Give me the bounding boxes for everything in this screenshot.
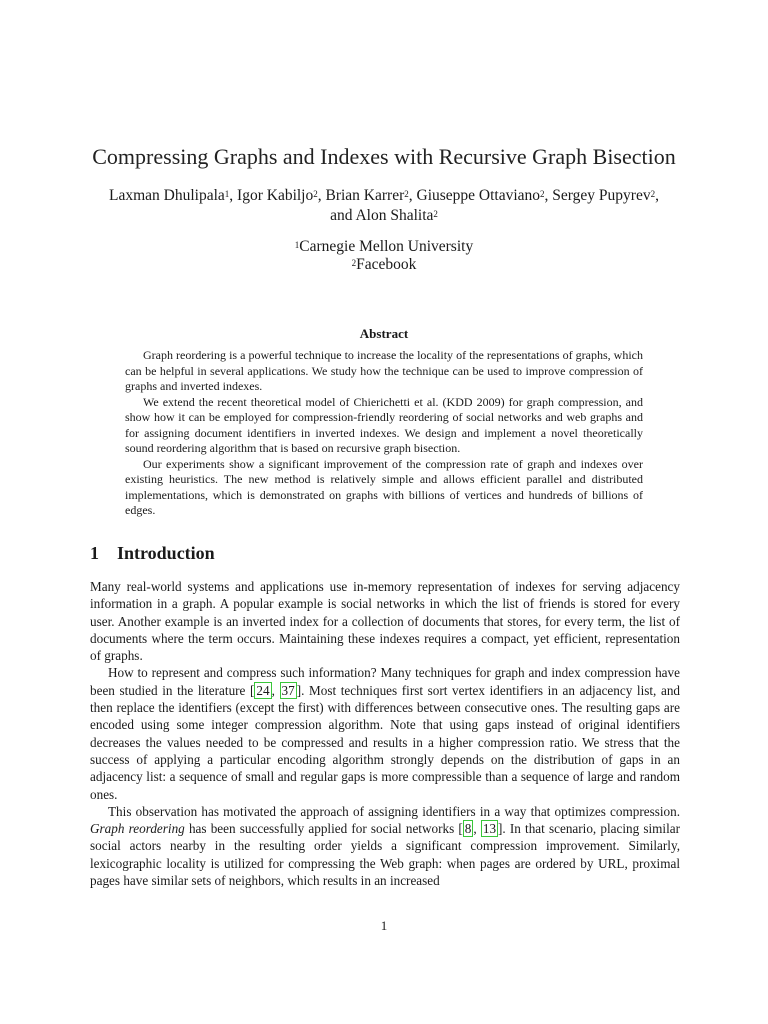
citation-link[interactable]: 37 (281, 682, 295, 698)
body-paragraph: This observation has motivated the approach of assigning identifiers in a way that optimizes compression. Graph reordering has been successfully applied for social networks [ 8 , 13 ]. In that scenario, placing similar social actors nearby in the resulting order yields a significant compression improvement. Similarly, lexicographic locality is utilized for compressing the Web graph: when pages are ordered by URL, proximal pages have similar sets of neighbors, which results in an increased (90, 803, 681, 889)
section-body (90, 578, 680, 889)
affiliations (0, 238, 768, 274)
section-heading (90, 543, 215, 564)
author: Brian Karrer$^2$, (325, 187, 417, 204)
author: Giuseppe Ottaviano$^2$, (416, 187, 553, 204)
emphasis-text: Graph reordering (90, 821, 185, 837)
author: Igor Kabiljo$^2$, (237, 187, 326, 204)
body-paragraph: Many real-world systems and applications use in-memory representation of indexes for serving adjacency information in a graph. A popular example is social networks in which the list of friends is stored for every user. Another example is an inverted index for a collection of documents that stores, for every term, the list of documents where the term occurs. Maintaining these indexes requires a compact, yet efficient, representation of graphs. (90, 579, 680, 664)
abstract-paragraph: We extend the recent theoretical model of Chierichetti et al. (KDD 2009) for graph compression, and show how it can be employed for compression-friendly reordering of social networks and web graphs and for assigning document identifiers in inverted indexes. We design and implement a novel theoretically sound reordering algorithm that is based on recursive graph bisection. (125, 394, 643, 455)
section-title: Introduction (117, 543, 215, 563)
abstract-body (125, 348, 643, 519)
abstract-paragraph: Our experiments show a significant improvement of the compression rate of graph and indexes over existing heuristics. The new method is relatively simple and allows efficient parallel and distributed implementations, which is demonstrated on graphs with billions of vertices and hundreds of billions of edges. (125, 456, 643, 517)
author: Sergey Pupyrev$^2$, (552, 187, 659, 204)
page-number: 1 (380, 918, 388, 933)
citation-link[interactable]: 24 (256, 682, 270, 698)
affiliation: $^2$Facebook (351, 256, 417, 273)
author-list (84, 186, 684, 226)
citation-link[interactable]: 13 (482, 821, 497, 837)
paper-title: Compressing Graphs and Indexes with Recursive Graph Bisection (92, 144, 676, 169)
abstract-heading: Abstract (359, 326, 409, 341)
author: Laxman Dhulipala$^1$, (109, 187, 238, 204)
body-paragraph: How to represent and compress such information? Many techniques for graph and index compression have been studied in the literature [ 24 , 37 ]. Most techniques first sort vertex identifiers in an adjacency list, and then replace the identifiers (except the first) with differences between consecutive ones. The resulting gaps are encoded using some integer compression algorithm. Note that using gaps instead of original identifiers decreases the values needed to be compressed and results in a higher compression ratio. We stress that the success of applying a particular encoding algorithm strongly depends on the distribution of gaps in an adjacency list: a sequence of small and regular gaps is more compressible than a sequence of large and random ones. (90, 665, 681, 802)
abstract-paragraph: Graph reordering is a powerful technique to increase the locality of the representations of graphs, which can be helpful in several applications. We study how the technique can be used to improve compression of graphs and inverted indexes. (125, 348, 643, 393)
section-number: 1 (90, 543, 99, 563)
affiliation: $^1$Carnegie Mellon University (294, 238, 474, 255)
author: and Alon Shalita$^2$ (330, 207, 438, 224)
citation-link[interactable]: 8 (464, 821, 472, 837)
